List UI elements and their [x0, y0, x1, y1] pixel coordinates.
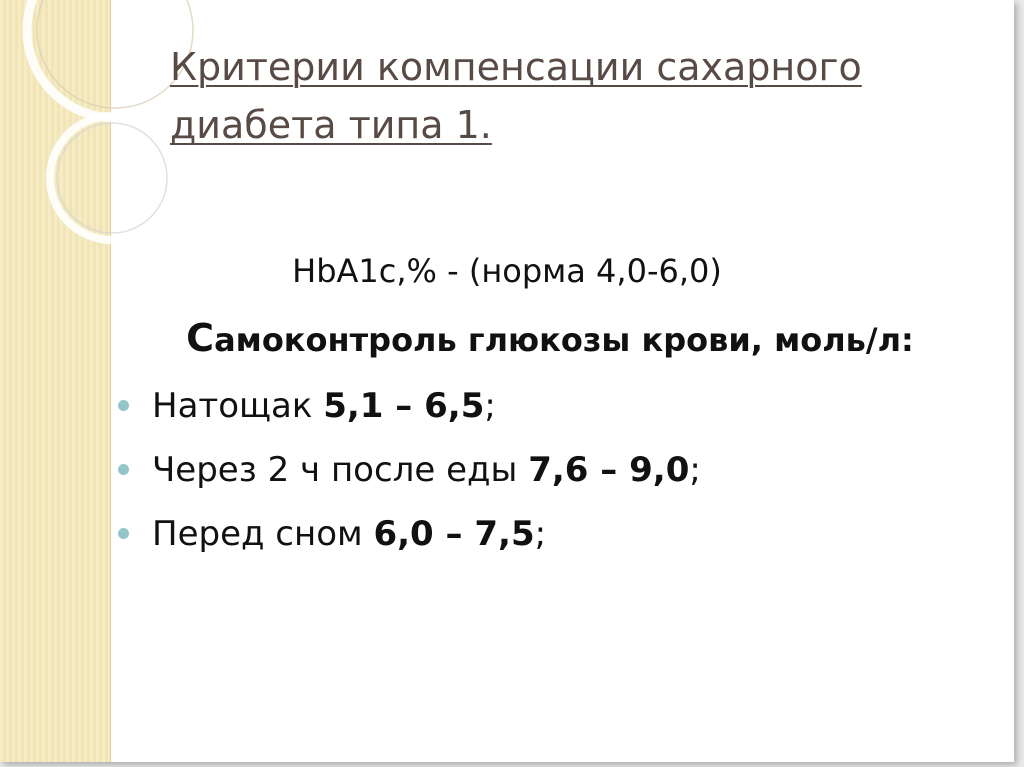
item-label: Через 2 ч после еды	[152, 450, 529, 490]
bullet-icon	[118, 400, 129, 411]
item-suffix: ;	[534, 514, 547, 554]
slide-title: Критерии компенсации сахарного диабета типа 1.	[170, 45, 862, 147]
heading-initial: С	[186, 316, 215, 360]
hba1c-line: HbA1c,% - (норма 4,0-6,0)	[292, 252, 722, 290]
item-suffix: ;	[689, 450, 701, 490]
list-item	[118, 506, 701, 570]
glucose-targets-list	[118, 378, 701, 570]
item-label: Натощак	[152, 386, 324, 426]
item-suffix: ;	[484, 386, 496, 426]
item-label: Перед сном	[152, 514, 374, 554]
heading-rest: амоконтроль глюкозы крови, моль/л:	[214, 321, 914, 359]
bullet-icon	[118, 528, 129, 539]
item-value: 7,6 – 9,0	[528, 450, 690, 490]
self-monitoring-heading	[0, 316, 1014, 360]
item-value: 5,1 – 6,5	[323, 386, 485, 426]
list-item	[118, 378, 701, 442]
list-item	[118, 442, 701, 506]
bullet-icon	[118, 464, 129, 475]
item-value: 6,0 – 7,5	[373, 514, 535, 554]
